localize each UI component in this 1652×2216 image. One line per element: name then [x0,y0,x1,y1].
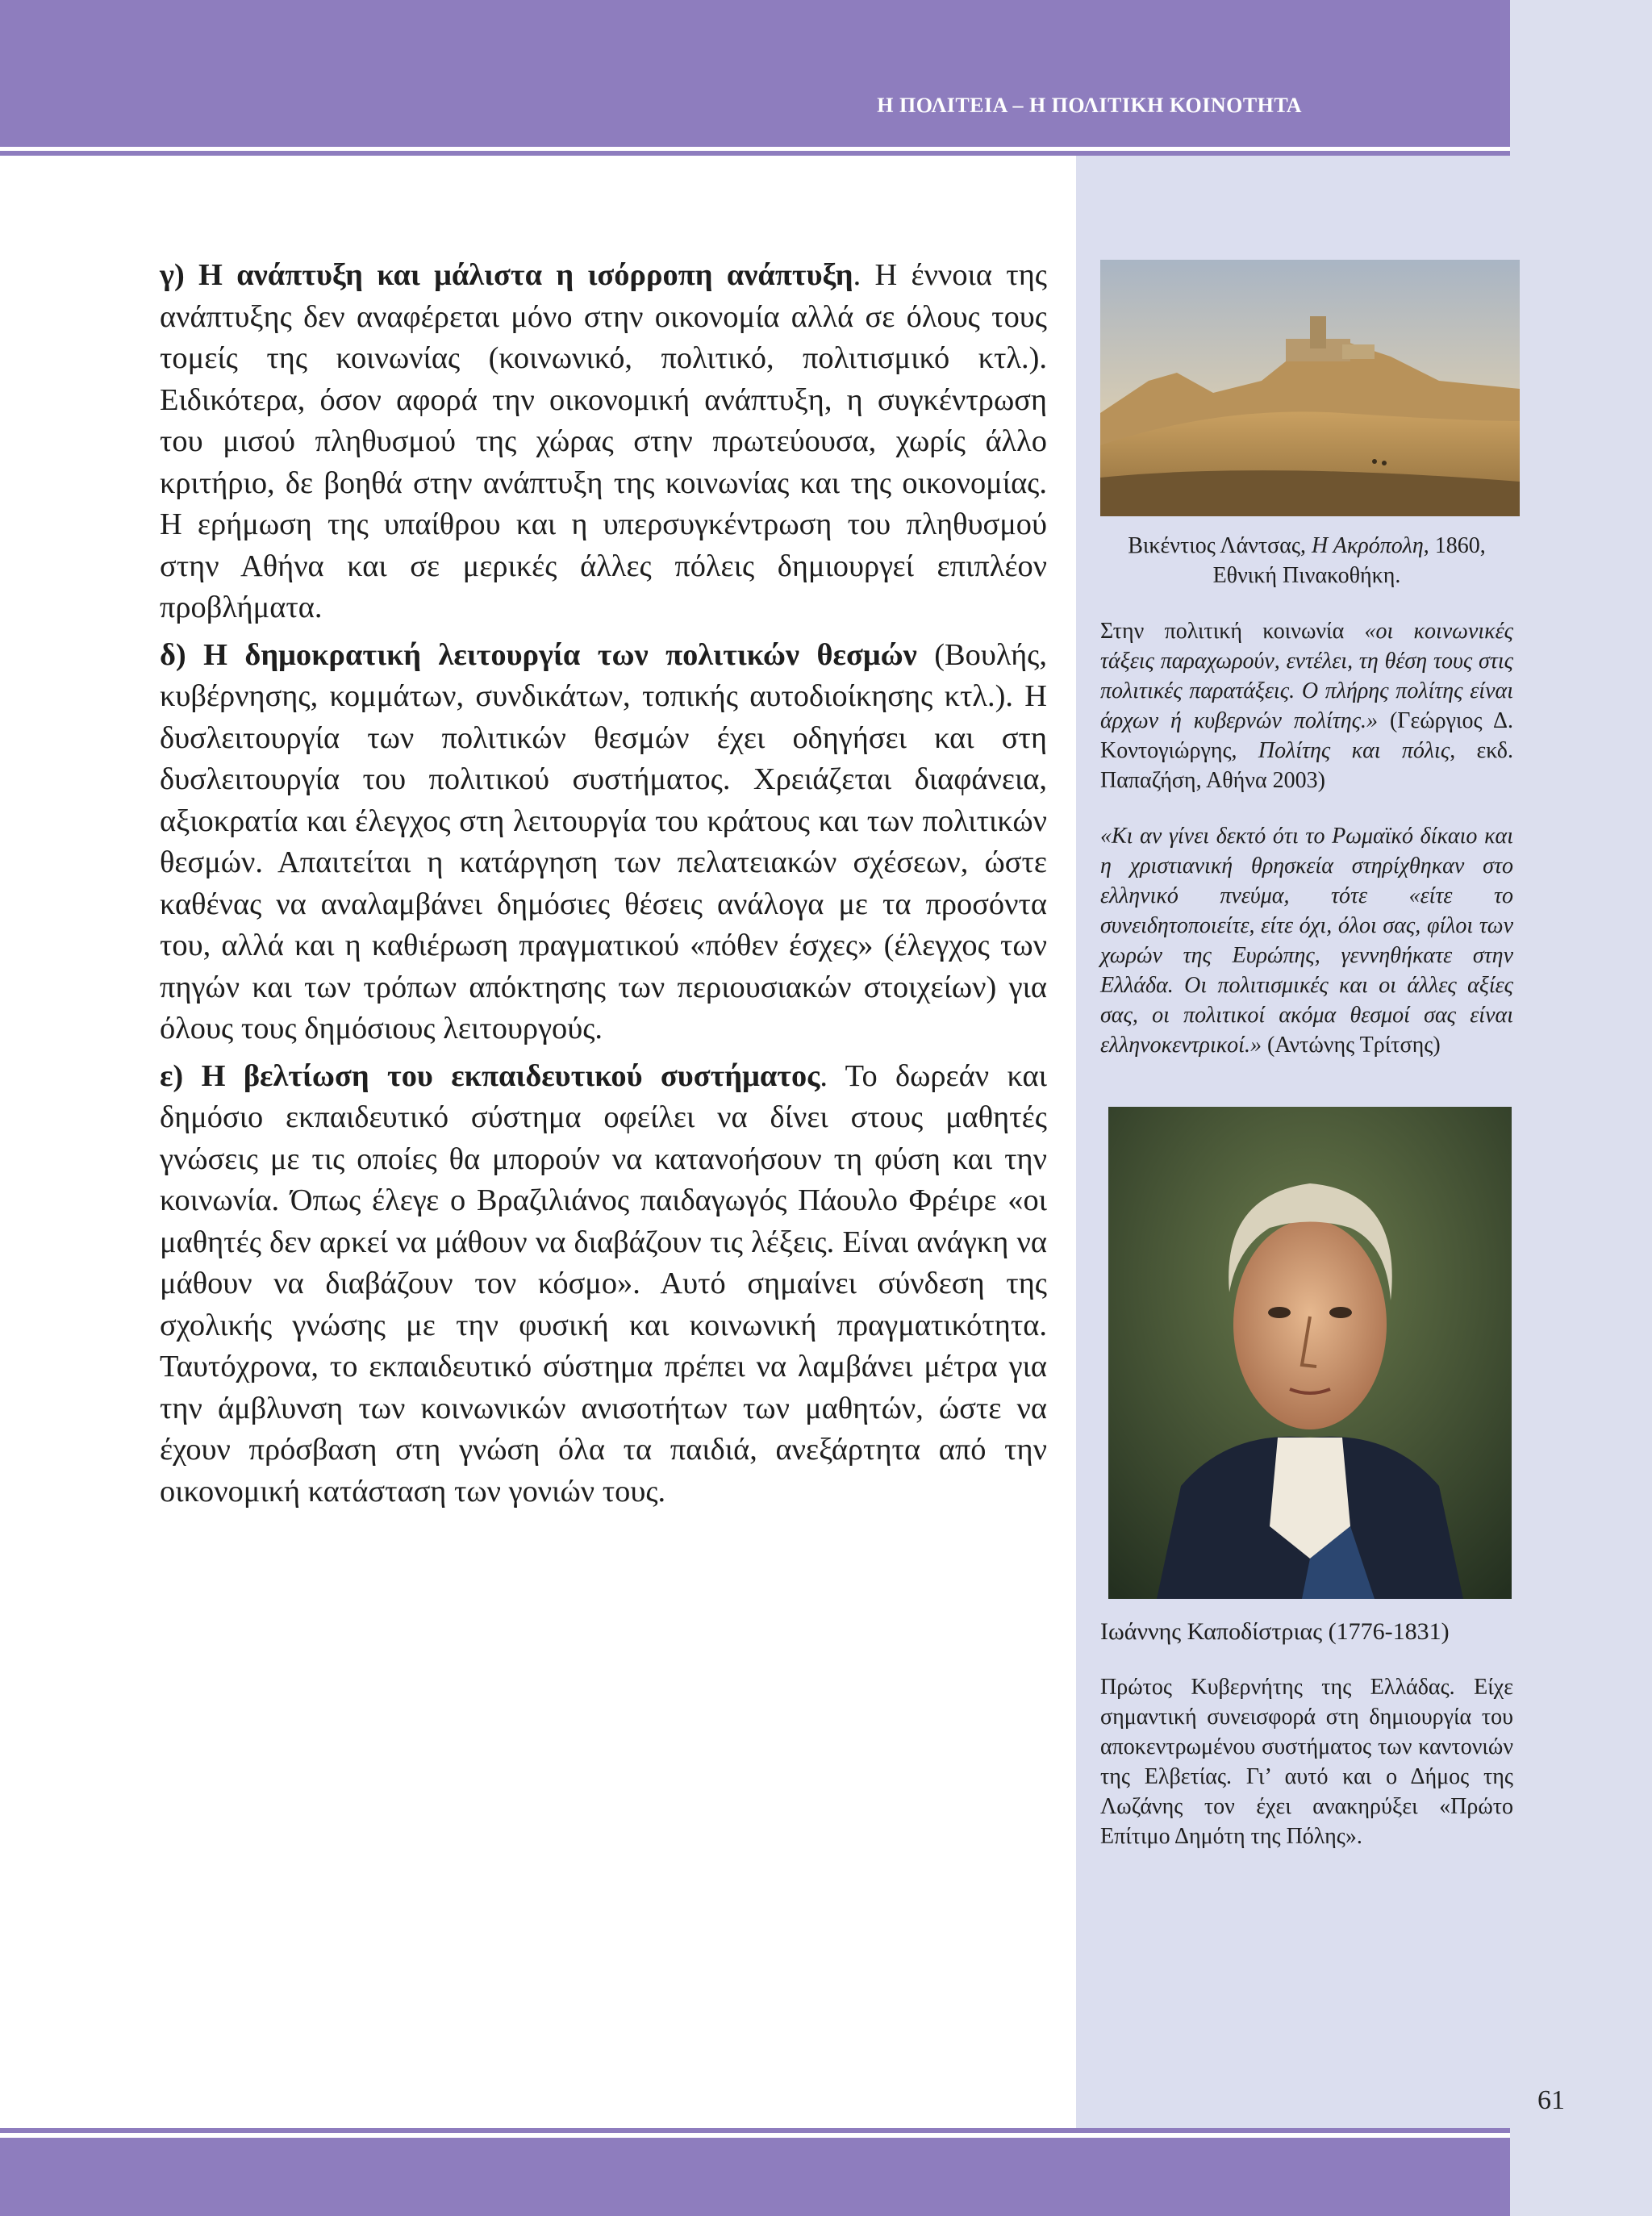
quote1-source-title: Πολίτης και πόλις [1258,738,1450,763]
paragraph-development [160,255,1047,629]
quote1-lead: Στην πολιτική κοινωνία [1100,619,1365,644]
painting-caption [1100,531,1513,591]
page-number: 61 [1537,2085,1565,2115]
running-title: Η ΠΟΛΙΤΕΙΑ – Η ΠΟΛΙΤΙΚΗ ΚΟΙΝΟΤΗΤΑ [877,94,1302,117]
sidebar [1100,260,1513,1851]
quote-tritsis [1100,821,1513,1060]
paragraph-institutions [160,635,1047,1050]
heading-education: ε) Η βελτίωση του εκπαιδευτικού συστήματος [160,1058,820,1093]
quote2-text: «Κι αν γίνει δεκτό ότι το Ρωμαϊκό δίκαιο και η χριστιανική θρησκεία στηρίχθηκαν στο ελληνικό πνεύμα, τότε «είτε το συνειδητοποιείτε, είτε όχι, όλοι σας, φίλοι των χωρών της Ευρώπης, γεννηθήκατε στην Ελλάδα. Οι πολιτισμικές και οι άλλες αξίες σας, οι πολιτικοί ακόμα θεσμοί σας είναι ελληνοκεντρικοί.» [1100,824,1513,1058]
heading-institutions: δ) Η δημοκρατική λειτουργία των πολιτικών θεσμών [160,637,917,672]
quote-kontogiorgis [1100,616,1513,795]
painting-caption-rest: , 1860, Εθνική Πινακοθήκη. [1212,533,1486,588]
body-education: . Το δωρεάν και δημόσιο εκπαιδευτικό σύστημα οφείλει να δίνει στους μαθητές γνώσεις με τις οποίες θα μπορούν να κατανοήσουν τη φύση και την κοινωνία. Όπως έλεγε ο Βραζιλιάνος παιδαγωγός Πάουλο Φρέιρε «οι μαθητές δεν αρκεί να μάθουν να διαβάζουν τις λέξεις. Είναι ανάγκη να μάθουν να διαβάζουν τον κόσμο». Αυτό σημαίνει σύνδεση της σχολικής γνώσης με την φυσική και κοινωνική πραγματικότητα. Ταυτόχρονα, το εκπαιδευτικό σύστημα πρέπει να λαμβάνει μέτρα για την άμβλυνση των κοινωνικών ανισοτήτων των μαθητών, ώστε να έχουν πρόσβαση στη γνώση όλα τα παιδιά, ανεξάρτητα από την οικονομική κατάσταση των γονιών τους. [160,1058,1047,1509]
body-institutions: (Βουλής, κυβέρνησης, κομμάτων, συνδικάτων, τοπικής αυτοδιοίκησης κτλ.). Η δυσλειτουργία των πολιτικών θεσμών έχει οδηγήσει και στη δυσλειτουργία του πολιτικού συστήματος. Χρειάζεται διαφάνεια, αξιοκρατία και έλεγχος στη λειτουργία του κράτους και των πολιτικών θεσμών. Απαιτείται η κατάργηση των πελατειακών σχέσεων, ώστε καθένας να αναλαμβάνει δημόσιες θέσεις ανάλογα με τα προσόντα του, αλλά και η καθιέρωση πραγματικού «πόθεν έσχες» (έλεγχος των πηγών και των τρόπων απόκτησης των περιουσιακών στοιχείων) για όλους τους δημόσιους λειτουργούς. [160,637,1047,1045]
quote1-source-a: (Γεώργιος Δ. Κοντογιώργης, [1100,708,1513,763]
right-margin-strip [1510,0,1652,2216]
footer-band [0,2138,1510,2216]
paragraph-education [160,1056,1047,1513]
quote1-text: «οι κοινωνικές τάξεις παραχωρούν, εντέλει, τη θέση τους στις πολιτικές παρατάξεις. Ο πλήρης πολίτης είναι άρχων ή κυβερνών πολίτης.» [1100,619,1513,733]
header-band [0,0,1510,147]
heading-development: γ) Η ανάπτυξη και μάλιστα η ισόρροπη ανάπτυξη [160,258,853,292]
kapodistrias-portrait-image [1108,1107,1512,1599]
portrait-caption-name: Ιωάννης Καποδίστριας (1776-1831) [1100,1618,1450,1645]
painting-caption-author: Βικέντιος Λάντσας, [1128,533,1312,558]
main-text-column [160,255,1047,1518]
quote2-source: (Αντώνης Τρίτσης) [1261,1033,1441,1058]
painting-caption-title: Η Ακρόπολη [1312,533,1424,558]
portrait-caption-description: Πρώτος Κυβερνήτης της Ελλάδας. Είχε σημαντική συνεισφορά στη δημιουργία του αποκεντρωμένου συστήματος των καντονιών της Ελβετίας. Γι’ αυτό και ο Δήμος της Λωζάνης τον έχει ανακηρύξει «Πρώτο Επίτιμο Δημότη της Πόλης». [1100,1675,1513,1849]
acropolis-painting-image [1100,260,1520,516]
quote1-source-b: , εκδ. Παπαζήση, Αθήνα 2003) [1100,738,1513,793]
body-development: . Η έννοια της ανάπτυξης δεν αναφέρεται μόνο στην οικονομία αλλά σε όλους τους τομείς της κοινωνίας (κοινωνικό, πολιτικό, πολιτισμικό κτλ.). Ειδικότερα, όσον αφορά την οικονομική ανάπτυξη, η συγκέντρωση του μισού πληθυσμού της χώρας στην πρωτεύουσα, χωρίς άλλο κριτήριο, δε βοηθά στην ανάπτυξη της κοινωνίας και της οικονομίας. Η ερήμωση της υπαίθρου και η υπερσυγκέντρωση του πληθυσμού στην Αθήνα και σε μερικές άλλες πόλεις δημιουργεί επιπλέον προβλήματα. [160,258,1047,624]
header-rule-purple [0,151,1510,156]
